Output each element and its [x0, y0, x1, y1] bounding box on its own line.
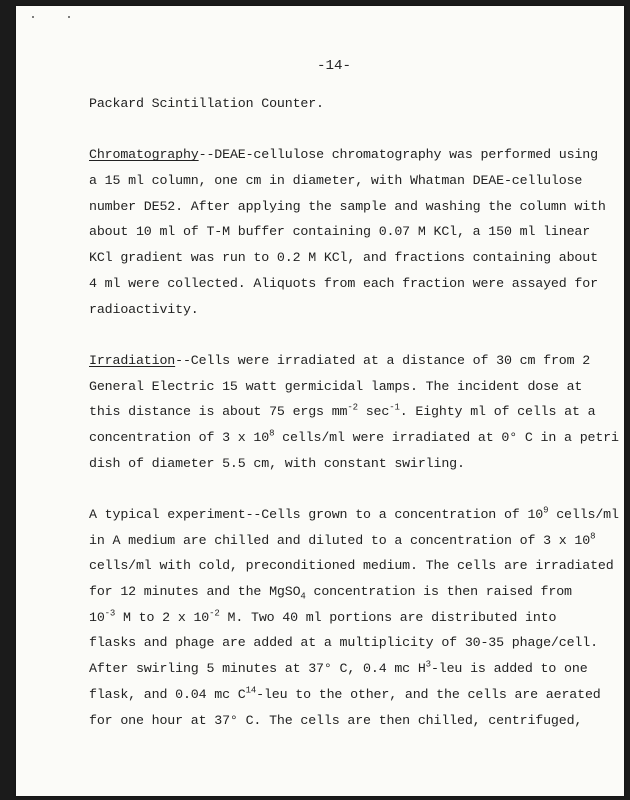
text-line: $10^{-3}$ M to 2 x $10^{-2}$ M. Two 40 ml portions are distributed into — [89, 608, 557, 625]
text-line: this distance is about 75 ergs $mm^{-2}$ $\sec^{-1}$. Eighty ml of cells at a — [89, 402, 596, 420]
experiment-paragraph-line: A typical experiment--Cells grown to a concentration of $10^9$ cells/ml — [89, 505, 619, 522]
text-line: flask, and 0.04 mc $C^{14}$-leu to the other, and the cells are aerated — [89, 685, 601, 702]
body-text — [89, 91, 619, 733]
irradiation-heading: Irradiation — [89, 352, 176, 368]
document-page — [16, 6, 624, 796]
chromatography-paragraph-line: Chromatography--DEAE-cellulose chromatography was performed using — [89, 147, 598, 163]
text-line: a 15 ml column, one cm in diameter, with Whatman DEAE-cellulose — [89, 173, 583, 189]
text-line: about 10 ml of T-M buffer containing 0.07 M KCl, a 150 ml linear — [89, 224, 591, 240]
page-number: -14- — [316, 58, 352, 74]
paper-speck — [32, 16, 34, 18]
text-line: for one hour at 37° C. The cells are then chilled, centrifuged, — [89, 712, 583, 728]
paper-speck — [68, 16, 70, 18]
text-line: cells/ml with cold, preconditioned medium. The cells are irradiated — [89, 558, 614, 574]
irradiation-paragraph-line: Irradiation--Cells were irradiated at a distance of 30 cm from 2 — [89, 352, 591, 368]
text-line: in A medium are chilled and diluted to a concentration of 3 x $10^8$ — [89, 531, 596, 548]
text-line: Packard Scintillation Counter. — [89, 96, 324, 111]
text-line: KCl gradient was run to 0.2 M KCl, and fractions containing about — [89, 250, 598, 266]
text-line: concentration of 3 x $10^8$ cells/ml were irradiated at 0° C in a petri — [89, 428, 619, 445]
text-line: for 12 minutes and the MgSO$_4$ concentration is then raised from — [89, 584, 572, 602]
text-line: number DE52. After applying the sample and washing the column with — [89, 198, 606, 214]
text-line: 4 ml were collected. Aliquots from each fraction were assayed for — [89, 275, 598, 291]
text-line: flasks and phage are added at a multiplicity of 30-35 phage/cell. — [89, 635, 598, 651]
text-line: dish of diameter 5.5 cm, with constant swirling. — [89, 455, 465, 471]
text-line: radioactivity. — [89, 301, 199, 317]
text-line: General Electric 15 watt germicidal lamps. The incident dose at — [89, 378, 583, 394]
chromatography-heading: Chromatography — [89, 147, 199, 163]
text-line: After swirling 5 minutes at 37° C, 0.4 mc $H^3$-leu is added to one — [89, 659, 588, 677]
